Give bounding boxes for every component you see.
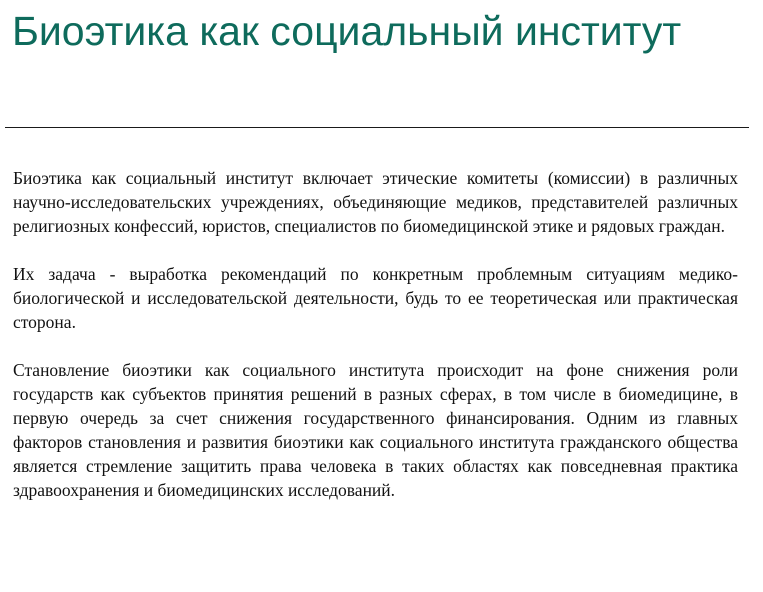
slide-title: Биоэтика как социальный институт [12,8,682,54]
slide-body [13,166,738,526]
paragraph-2: Их задача - выработка рекомендаций по конкретным проблемным ситуациям медико-биологической и исследовательской деятельности, будь то ее теоретическая или практическая сторона. [13,264,738,332]
paragraph-3: Становление биоэтики как социального института происходит на фоне снижения роли государств как субъектов принятия решений в разных сферах, в том числе в биомедицине, в первую очередь за счет снижения государственного финансирования. Одним из главных факторов становления и развития биоэтики как социального института гражданского общества является стремление защитить права человека в таких областях как повседневная практика здравоохранения и биомедицинских исследований. [13,360,738,500]
paragraph-1: Биоэтика как социальный институт включает этические комитеты (комиссии) в различных научно-исследовательских учреждениях, объединяющие медиков, представителей различных религиозных конфессий, юристов, специалистов по биомедицинской этике и рядовых граждан. [13,168,738,236]
title-divider [5,127,749,128]
